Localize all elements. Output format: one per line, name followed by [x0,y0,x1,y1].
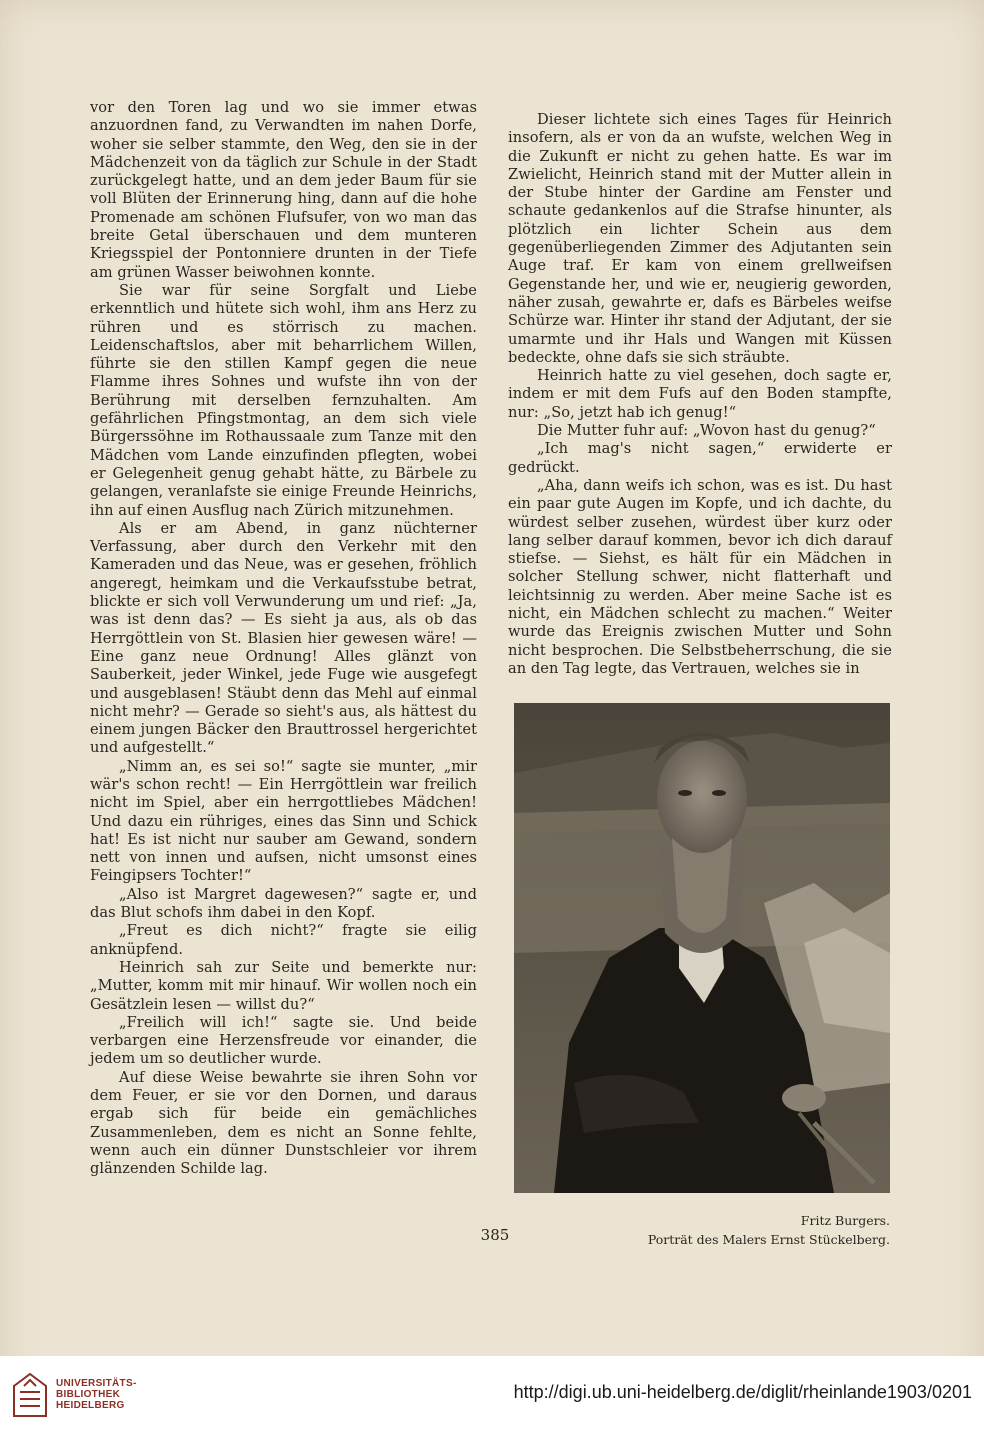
paragraph: Die Mutter fuhr auf: „Wovon hast du genug?“ [537,422,876,440]
text-column-left [90,99,477,1179]
library-name [56,1378,137,1411]
paragraph: Als er am Abend, in ganz nüchterner Verfassung, aber durch den Verkehr mit den Kameraden und das Neue, was er gesehen, fröhlich angeregt, heimkam und die Verkaufsstube betrat, blickte er sich voll Verwunderung um und rief: „Ja, was ist denn das? — Es sieht ja aus, als ob das Herrgöttlein von St. Blasien hier gewesen wäre! — Eine ganz neue Ordnung! Alles glänzt von Sauberkeit, jeder Winkel, jede Fuge wie ausgefegt und ausgeblasen! Stäubt denn das Mehl auf einmal nicht mehr? — Gerade so sieht's aus, als hättest du einem jungen Bäcker den Brauttrossel hergerichtet und aufgestellt.“ [90,519,477,757]
paragraph: „Ich mag's nicht sagen,“ erwiderte er gedrückt. [508,440,892,476]
library-logo-icon [12,1372,48,1418]
library-line-1: UNIVERSITÄTS- [56,1378,137,1389]
caption-artist: Fritz Burgers. [800,1213,890,1228]
paragraph: Dieser lichtete sich eines Tages für Heinrich insofern, als er von da an wufste, welchen Weg in die Zukunft er nicht zu gehen hatte. Es war im Zwielicht, Heinrich stand mit der Mutter allein in der Stube hinter der Gardine am Fenster und schaute gedankenlos auf die Strafse hinunter, als plötzlich ein lichter Schein aus dem gegenüberliegenden Zimmer des Adjutanten sein Auge traf. Er kam von einem grellweifsen Gegenstande her, und wie er, neugierig geworden, näher zusah, gewahrte er, dafs es Bärbeles weifse Schürze war. Hinter ihr stand der Adjutant, der sie umarmte und ihr Hals und Wangen mit Küssen bedeckte, ohne dafs sie sich sträubte. [508,111,892,366]
page-number: 385 [480,1226,510,1244]
paragraph: Auf diese Weise bewahrte sie ihren Sohn vor dem Feuer, er sie vor den Dornen, und daraus ergab sich für beide ein gemächliches Zusammenleben, dem es nicht an Sonne fehlte, wenn auch ein dünner Dunstschleier vor ihrem glänzenden Schilde lag. [90,1068,477,1178]
paragraph: Heinrich sah zur Seite und bemerkte nur: „Mutter, komm mit mir hinauf. Wir wollen noch ein Gesätzlein lesen — willst du?“ [90,958,477,1013]
paragraph: Sie war für seine Sorgfalt und Liebe erkenntlich und hütete sich wohl, ihm ans Herz zu rühren und es störrisch zu machen. Leidenschaftslos, aber mit beharrlichem Willen, führte sie den stillen Kampf gegen die neue Flamme ihres Sohnes und wufste ihn von der Berührung mit derselben fernzuhalten. Am gefährlichen Pfingstmontag, an dem sich viele Bürgerssöhne im Rothaussaale zum Tanze mit den Mädchen vom Lande einzufinden pflegten, wobei er Gelegenheit genug gehabt hätte, zu Bärbele zu gelangen, veranlafste sie einige Freunde Heinrichs, ihn auf einen Ausflug nach Zürich mitzunehmen. [90,281,477,519]
library-line-3: HEIDELBERG [56,1400,125,1411]
text-column-right [508,111,892,678]
paragraph: Heinrich hatte zu viel gesehen, doch sagte er, indem er mit dem Fufs auf den Boden stampfte, nur: „So, jetzt hab ich genug!“ [508,367,892,421]
footer-bar [0,1356,984,1436]
paragraph: „Freut es dich nicht?“ fragte sie eilig anknüpfend. [90,922,477,958]
paragraph: „Nimm an, es sei so!“ sagte sie munter, „mir wär's schon recht! — Ein Herrgöttlein war freilich nicht im Spiel, aber ein herrgottliebes Mädchen! Und dazu ein rühriges, eines das Sinn und Schick hat! Es ist nicht nur sauber am Gewand, sondern nett von innen und aufsen, nicht umsonst eines Feingipsers Tochter!“ [90,757,477,885]
source-url-link[interactable]: http://digi.ub.uni-heidelberg.de/diglit/rheinlande1903/0201 [513,1382,972,1402]
paragraph: „Freilich will ich!“ sagte sie. Und beide verbargen eine Herzensfreude vor einander, die jedem um so deutlicher wurde. [90,1013,477,1068]
paragraph: „Also ist Margret dagewesen?“ sagte er, und das Blut schofs ihm dabei in den Kopf. [90,885,477,922]
caption-title: Porträt des Malers Ernst Stückelberg. [647,1232,890,1247]
portrait-image [514,703,890,1193]
library-line-2: BIBLIOTHEK [56,1389,121,1400]
paragraph: „Aha, dann weifs ich schon, was es ist. Du hast ein paar gute Augen im Kopfe, und ich dachte, du würdest selber zusehen, würdest über kurz oder lang selber darauf kommen, bevor ich dich darauf stiefse. — Siehst, es hält für ein Mädchen in solcher Stellung schwer, nicht flatterhaft und leichtsinnig zu werden. Aber meine Sache ist es nicht, ein Mädchen schlecht zu machen.“ Weiter wurde das Ereignis zwischen Mutter und Sohn nicht besprochen. Die Selbstbeherrschung, die sie an den Tag legte, das Vertrauen, welches sie in [508,476,892,677]
paragraph: vor den Toren lag und wo sie immer etwas anzuordnen fand, zu Verwandten im nahen Dorfe, woher sie selber stammte, den Weg, den sie in der Mädchenzeit von da täglich zur Schule in der Stadt zurückgelegt hatte, und an dem jeder Baum für sie voll Blüten der Erinnerung hing, dann auf die hohe Promenade am schönen Flufsufer, von wo man das breite Getal überschauen und dem munteren Kriegsspiel der Pontonniere drunten in der Tiefe am grünen Wasser beiwohnen konnte. [90,99,477,281]
portrait-painting [514,703,890,1193]
